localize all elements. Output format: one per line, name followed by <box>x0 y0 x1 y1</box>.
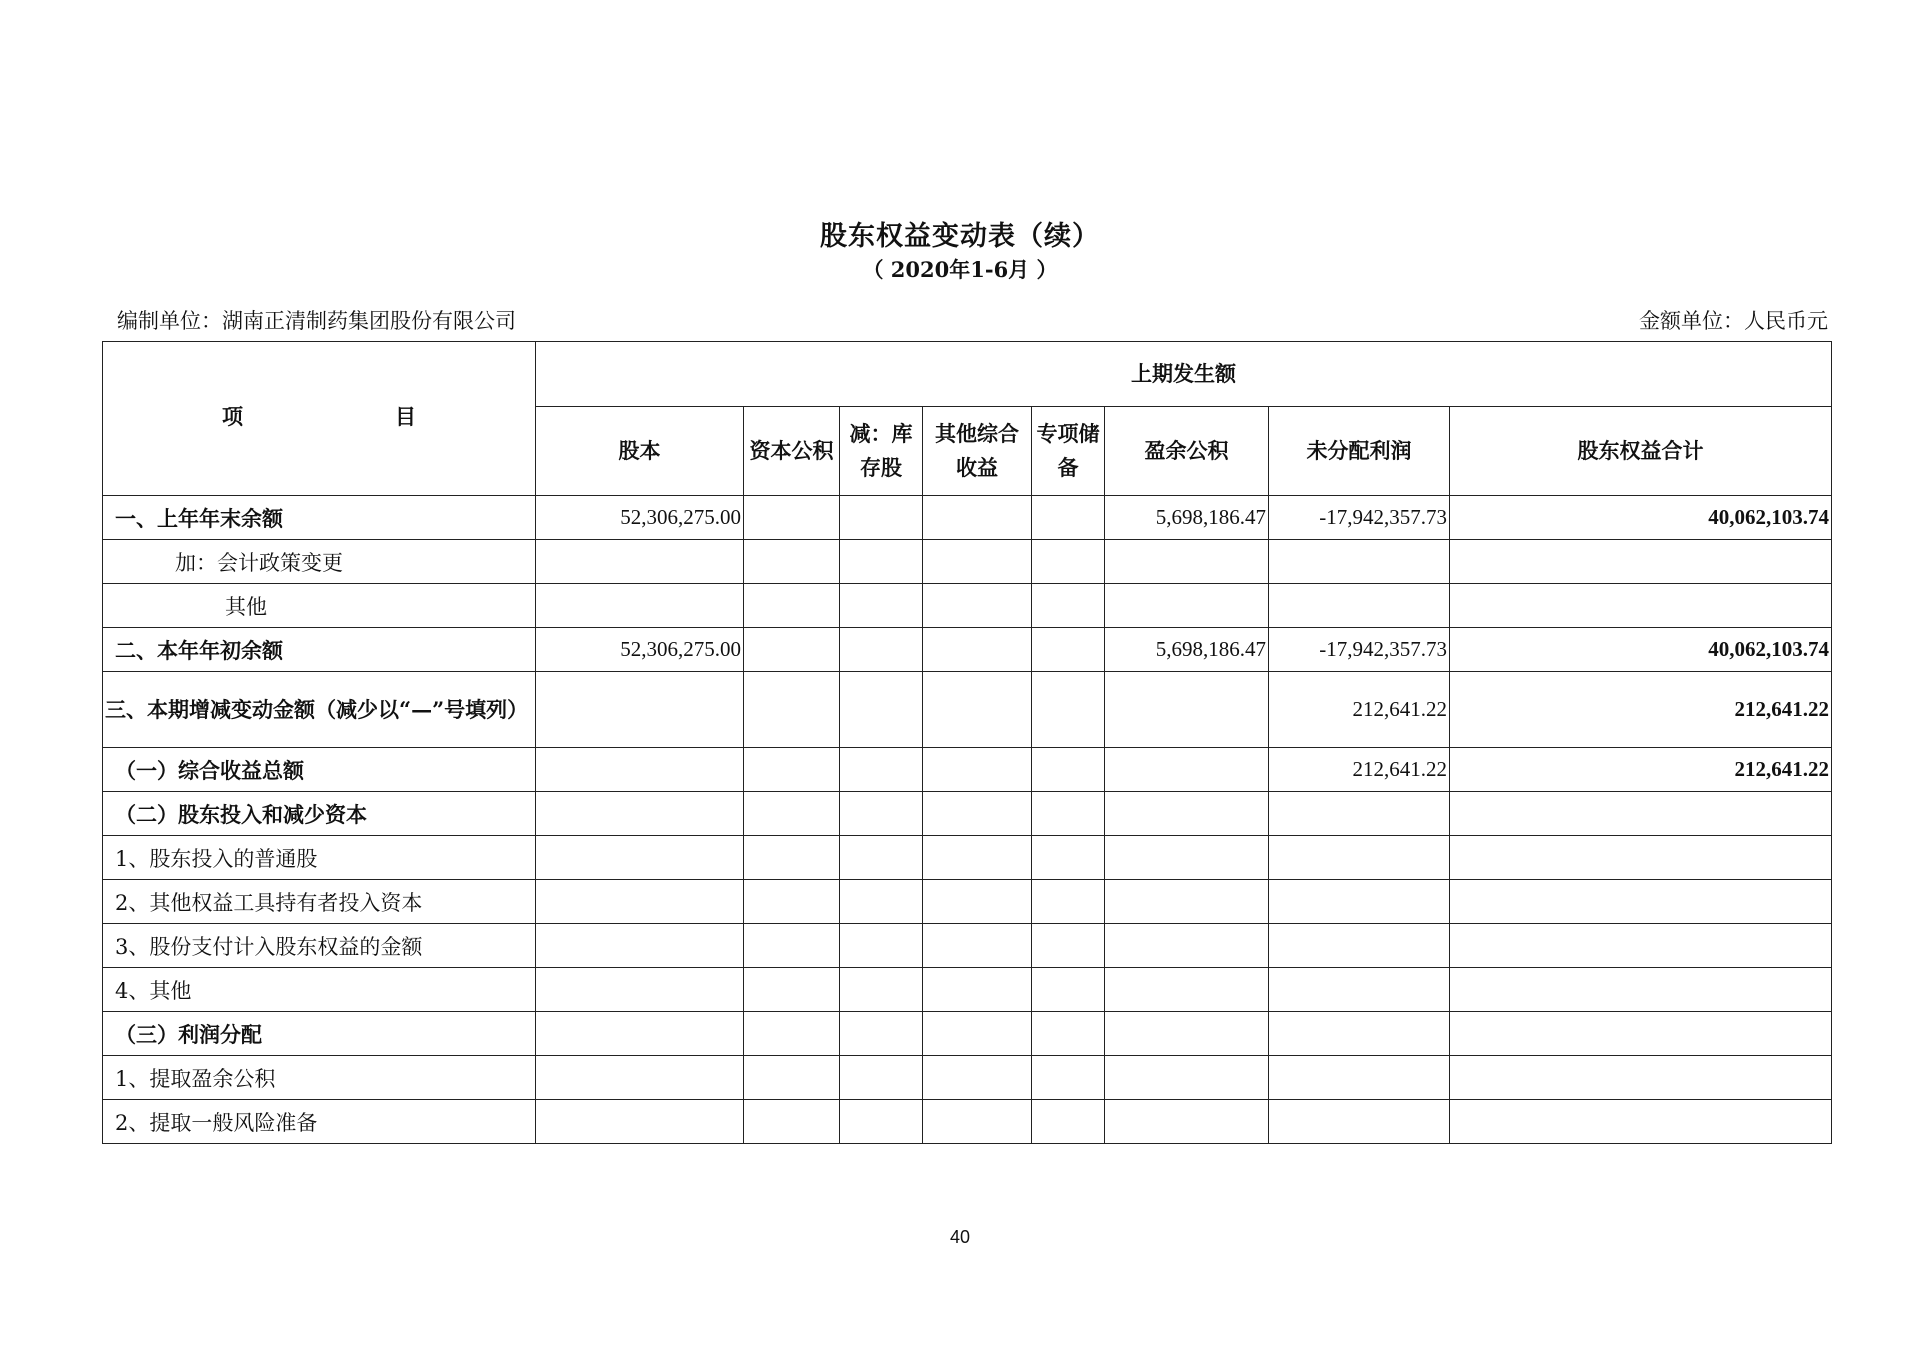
item-column-header <box>103 342 536 496</box>
table-row <box>103 924 1832 968</box>
table-row <box>103 1012 1832 1056</box>
cell-value <box>840 540 923 584</box>
equity-change-table <box>102 341 1832 1144</box>
cell-total: 40,062,103.74 <box>1450 628 1832 672</box>
table-row <box>103 880 1832 924</box>
column-header-capital-reserve: 资本公积 <box>744 407 840 496</box>
table-row <box>103 584 1832 628</box>
row-label: 一、上年年末余额 <box>103 496 536 540</box>
cell-value <box>1032 836 1105 880</box>
column-header-total-equity: 股东权益合计 <box>1450 407 1832 496</box>
cell-value <box>923 540 1032 584</box>
cell-value <box>744 792 840 836</box>
row-label: （二）股东投入和减少资本 <box>103 792 536 836</box>
cell-value <box>1032 1012 1105 1056</box>
cell-value <box>536 584 744 628</box>
cell-value <box>536 672 744 748</box>
cell-value <box>1269 1056 1450 1100</box>
cell-value: 212,641.22 <box>1269 748 1450 792</box>
cell-value <box>1105 1056 1269 1100</box>
cell-value: 52,306,275.00 <box>536 628 744 672</box>
table-row <box>103 1056 1832 1100</box>
cell-value <box>1105 1100 1269 1144</box>
cell-value <box>1105 880 1269 924</box>
document-subtitle: （ 2020年1-6月 ） <box>862 257 1058 282</box>
cell-value <box>744 628 840 672</box>
cell-value <box>536 1056 744 1100</box>
cell-total <box>1450 1012 1832 1056</box>
table-row <box>103 540 1832 584</box>
cell-value <box>840 836 923 880</box>
table-row <box>103 1100 1832 1144</box>
cell-value <box>536 540 744 584</box>
table-row <box>103 968 1832 1012</box>
cell-value <box>923 672 1032 748</box>
cell-value <box>744 968 840 1012</box>
cell-value <box>1269 836 1450 880</box>
cell-value <box>744 836 840 880</box>
cell-value <box>1032 628 1105 672</box>
cell-value <box>1032 672 1105 748</box>
cell-value <box>744 1012 840 1056</box>
cell-value <box>923 924 1032 968</box>
table-row <box>103 628 1832 672</box>
cell-value <box>536 792 744 836</box>
cell-value: 52,306,275.00 <box>536 496 744 540</box>
cell-value <box>1105 924 1269 968</box>
cell-value <box>840 1100 923 1144</box>
row-label: 三、本期增减变动金额（减少以“—”号填列） <box>103 672 536 748</box>
cell-value <box>744 924 840 968</box>
cell-value <box>536 748 744 792</box>
column-header-other-comprehensive-income: 其他综合收益 <box>923 407 1032 496</box>
cell-value <box>840 628 923 672</box>
cell-value <box>923 1100 1032 1144</box>
cell-value <box>744 672 840 748</box>
cell-value: 5,698,186.47 <box>1105 496 1269 540</box>
cell-value <box>840 748 923 792</box>
cell-value <box>1032 584 1105 628</box>
row-label: 2、提取一般风险准备 <box>103 1100 536 1144</box>
row-label: 3、股份支付计入股东权益的金额 <box>103 924 536 968</box>
cell-total <box>1450 584 1832 628</box>
cell-value <box>1269 1100 1450 1144</box>
cell-value <box>840 924 923 968</box>
cell-value <box>923 1012 1032 1056</box>
row-label: 二、本年年初余额 <box>103 628 536 672</box>
cell-value <box>840 792 923 836</box>
row-label: （三）利润分配 <box>103 1012 536 1056</box>
cell-value <box>1105 540 1269 584</box>
row-label: 1、提取盈余公积 <box>103 1056 536 1100</box>
cell-value: 212,641.22 <box>1269 672 1450 748</box>
item-header-left: 项 <box>222 404 243 429</box>
document-title: 股东权益变动表（续） <box>820 221 1100 252</box>
cell-value <box>1269 880 1450 924</box>
cell-value <box>536 924 744 968</box>
cell-total <box>1450 540 1832 584</box>
row-label: 其他 <box>103 584 536 628</box>
cell-value <box>1032 748 1105 792</box>
cell-total <box>1450 880 1832 924</box>
row-label: 1、股东投入的普通股 <box>103 836 536 880</box>
column-header-treasury-stock: 减：库存股 <box>840 407 923 496</box>
cell-value <box>1032 1100 1105 1144</box>
cell-value <box>744 880 840 924</box>
previous-period-header: 上期发生额 <box>536 342 1832 407</box>
cell-total: 40,062,103.74 <box>1450 496 1832 540</box>
cell-value <box>1032 924 1105 968</box>
cell-value <box>840 1056 923 1100</box>
item-header-right: 目 <box>395 404 416 429</box>
page-number: 40 <box>949 1227 971 1247</box>
cell-total <box>1450 1100 1832 1144</box>
cell-value <box>1032 496 1105 540</box>
cell-value <box>744 584 840 628</box>
cell-value <box>923 968 1032 1012</box>
cell-value <box>744 1056 840 1100</box>
cell-value <box>1269 1012 1450 1056</box>
cell-value <box>923 496 1032 540</box>
cell-value <box>1269 792 1450 836</box>
cell-value <box>1032 792 1105 836</box>
cell-value <box>744 496 840 540</box>
cell-value <box>1032 540 1105 584</box>
currency-unit: 金额单位：人民币元 <box>1639 309 1828 333</box>
row-label: 2、其他权益工具持有者投入资本 <box>103 880 536 924</box>
cell-value <box>1105 968 1269 1012</box>
column-header-share-capital: 股本 <box>536 407 744 496</box>
cell-value <box>536 880 744 924</box>
cell-total: 212,641.22 <box>1450 748 1832 792</box>
cell-value <box>1032 1056 1105 1100</box>
cell-value: -17,942,357.73 <box>1269 628 1450 672</box>
cell-value <box>1269 968 1450 1012</box>
cell-value: -17,942,357.73 <box>1269 496 1450 540</box>
cell-value <box>840 880 923 924</box>
cell-value <box>1269 584 1450 628</box>
cell-value <box>840 1012 923 1056</box>
row-label: （一）综合收益总额 <box>103 748 536 792</box>
cell-value <box>923 628 1032 672</box>
cell-value <box>1105 792 1269 836</box>
cell-value <box>1105 836 1269 880</box>
cell-total <box>1450 968 1832 1012</box>
cell-value <box>840 968 923 1012</box>
cell-value <box>744 540 840 584</box>
cell-value <box>923 880 1032 924</box>
cell-value <box>744 748 840 792</box>
cell-value <box>923 584 1032 628</box>
cell-value: 5,698,186.47 <box>1105 628 1269 672</box>
column-header-special-reserve: 专项储备 <box>1032 407 1105 496</box>
cell-value <box>923 792 1032 836</box>
cell-value <box>1105 584 1269 628</box>
cell-value <box>1269 540 1450 584</box>
row-label: 4、其他 <box>103 968 536 1012</box>
company-name: 编制单位：湖南正清制药集团股份有限公司 <box>117 309 516 333</box>
cell-value <box>744 1100 840 1144</box>
cell-total <box>1450 1056 1832 1100</box>
cell-total <box>1450 792 1832 836</box>
cell-value <box>1032 880 1105 924</box>
column-header-undistributed-profit: 未分配利润 <box>1269 407 1450 496</box>
cell-value <box>1105 1012 1269 1056</box>
cell-value <box>1032 968 1105 1012</box>
cell-value <box>840 584 923 628</box>
column-header-surplus-reserve: 盈余公积 <box>1105 407 1269 496</box>
cell-value <box>536 1100 744 1144</box>
cell-total: 212,641.22 <box>1450 672 1832 748</box>
cell-total <box>1450 924 1832 968</box>
cell-total <box>1450 836 1832 880</box>
cell-value <box>536 836 744 880</box>
row-label: 加：会计政策变更 <box>103 540 536 584</box>
table-row <box>103 836 1832 880</box>
table-row <box>103 748 1832 792</box>
table-row <box>103 496 1832 540</box>
cell-value <box>923 748 1032 792</box>
cell-value <box>1105 748 1269 792</box>
cell-value <box>840 672 923 748</box>
cell-value <box>923 836 1032 880</box>
cell-value <box>536 1012 744 1056</box>
cell-value <box>923 1056 1032 1100</box>
cell-value <box>1269 924 1450 968</box>
cell-value <box>840 496 923 540</box>
cell-value <box>1105 672 1269 748</box>
cell-value <box>536 968 744 1012</box>
table-row <box>103 792 1832 836</box>
table-row <box>103 672 1832 748</box>
